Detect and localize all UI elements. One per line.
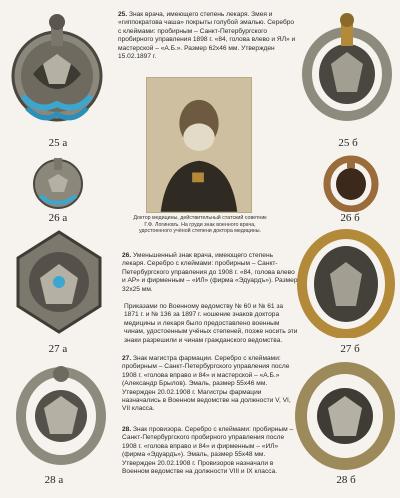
text-item-27 <box>122 355 298 414</box>
item-number: 25. <box>118 11 128 18</box>
badge-25b-image <box>297 8 397 124</box>
badge-25a-caption: 25 а <box>48 137 68 149</box>
item-text: Уменьшенный знак врача, имеющего степень лекаря. Серебро с клеймами: пробирным – Санкт-Петербургского управления до 1908 г. «84, голова влево и АР» и фирменным – «ИЛ» (фирма «Эдуардъ»). Размер 32x25 мм. <box>122 252 298 293</box>
badge-27b-caption: 27 б <box>340 343 360 355</box>
badge-27a-image <box>10 228 108 336</box>
badge-26a-image <box>30 150 86 212</box>
badge-26b-image <box>322 150 380 212</box>
badge-27a-caption: 27 а <box>48 343 68 355</box>
badge-26b-caption: 26 б <box>340 212 360 224</box>
badge-28b-caption: 28 б <box>336 474 356 486</box>
item-number: 28. <box>122 426 132 433</box>
item-text: Приказами по Военному ведомству № 60 и № 61 за 1871 г. и № 136 за 1897 г. ношение знаков доктора медицины и лекаря было предоставлено военным чинам, удостоенным учёных степеней, позже носить эти знаки разрешили и чинам гражданского ведомства. <box>124 303 298 344</box>
item-number: 26. <box>122 252 132 259</box>
portrait-photo <box>146 77 252 213</box>
portrait-caption: Доктор медицины, действительный статский советник Г.Ф. Логиновъ. На груди знак военного врача, удостоенного учёной степени доктора медицины. <box>133 215 267 235</box>
text-item-28 <box>122 426 298 476</box>
badge-28a-caption: 28 а <box>44 474 64 486</box>
text-item-26 <box>122 252 298 294</box>
badge-25b-caption: 25 б <box>338 137 358 149</box>
text-orders <box>124 303 298 345</box>
badge-26a-caption: 26 а <box>48 212 68 224</box>
item-text: Знак врача, имеющего степень лекаря. Змея и «гиппократова чаша» покрыты голубой эмалью. Серебро с клеймами: пробирным – Санкт-Петербургского пробирного управления 1898 г. «84, голова влево и ЯЛ» и мастерской – «А.Б.». Размер 62x46 мм. Утвержден 15.02.1897 г. <box>118 11 296 61</box>
badge-27b-image <box>296 226 396 338</box>
text-item-25 <box>118 11 296 61</box>
item-text: Знак магистра фармации. Серебро с клеймами: пробирным – Санкт-Петербургского управления после 1908 г. «голова вправо и 84» и мастерской – «А.Б.» (Александр Брылов). Эмаль, размер 55x46 мм. Утвержден 20.02.1908 г. Магистры фармации назначались в Военном ведомстве на должности V, VI, VII класса. <box>122 355 291 413</box>
badge-28b-image <box>294 358 396 470</box>
badge-25a-image <box>3 4 111 130</box>
item-text: Знак провизора. Серебро с клеймами: пробирным – Санкт-Петербургского пробирного управления после 1908 г. «голова вправо и 84» и фирменным – «ИЛ» (фирма «Эдуардъ»). Эмаль, размер 55x48 мм. Утвержден 20.02.1908 г. Провизоров назначали в Военном ведомстве на должности VIII и IX класса. <box>122 426 294 476</box>
item-number: 27. <box>122 355 132 362</box>
badge-28a-image <box>14 360 108 466</box>
